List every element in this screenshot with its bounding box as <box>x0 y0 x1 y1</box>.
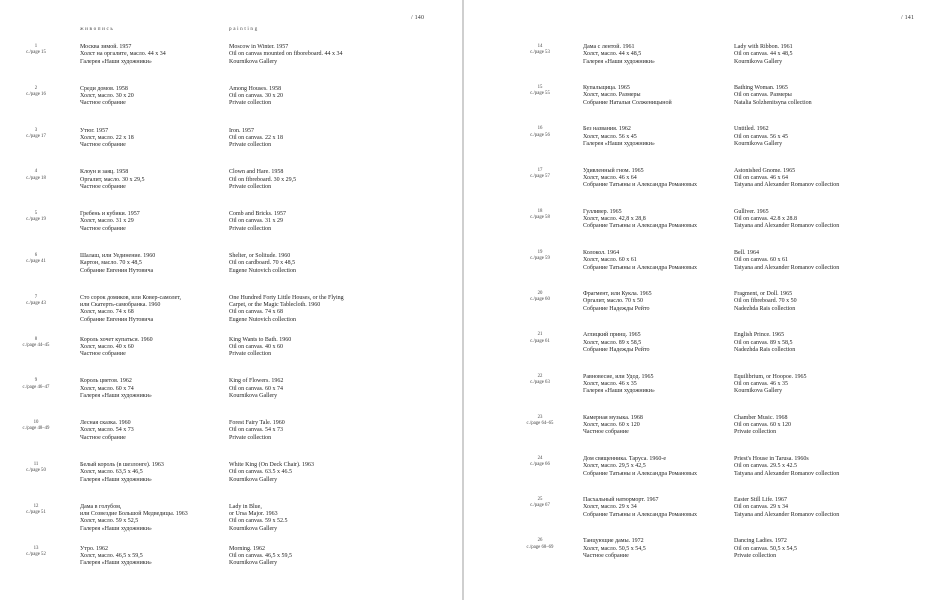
entry-text-english: Morning. 1962 Oil on canvas. 46,5 x 59,5 Kournikova Gallery <box>229 545 292 567</box>
entry-text-english: Easter Still Life. 1967 Oil on canvas. 29 x 34 Tatyana and Alexander Romanov collection <box>734 497 840 518</box>
entry-text-russian: Король цветов. 1962 Холст, масло. 60 х 74 Галерея «Наши художники» <box>80 378 152 399</box>
page-reference: с./page 53 <box>530 50 550 56</box>
entry-text-russian: Без названия. 1962 Холст, масло. 56 х 45 Галерея «Наши художники» <box>583 126 655 147</box>
entry-number: 17 <box>537 167 543 173</box>
entry-number-block <box>522 291 558 303</box>
catalogue-entry <box>0 295 462 331</box>
entry-text-russian: Фрагмент, или Кукла. 1965 Оргалит, масло. 70 х 50 Собрание Надежды Peйто <box>583 291 652 312</box>
entry-number: 2 <box>34 85 38 91</box>
entry-number-block <box>522 209 558 221</box>
catalogue-entry <box>464 291 926 327</box>
page-reference: с./page 15 <box>26 50 46 56</box>
entry-number-block <box>18 462 54 474</box>
catalogue-entry <box>0 253 462 289</box>
page-reference: с./page 59 <box>530 256 550 262</box>
entry-number-block <box>522 538 558 550</box>
page-reference: с./page 61 <box>530 338 550 344</box>
entry-number-block <box>522 44 558 56</box>
entry-number-block <box>18 420 54 432</box>
right-page <box>464 0 926 600</box>
page-reference: с./page 16 <box>26 92 46 97</box>
catalogue-entry <box>0 504 462 540</box>
page-reference: с./page 66 <box>530 462 550 468</box>
page-reference: с./page 56 <box>530 132 550 138</box>
page-reference: с./page 18 <box>26 175 46 181</box>
entry-number: 20 <box>537 291 543 297</box>
entry-number-block <box>18 128 54 140</box>
page-reference: с./page 57 <box>530 173 550 179</box>
catalogue-list-left <box>0 0 462 600</box>
entry-number-block <box>522 415 558 427</box>
entry-number-block <box>18 44 54 56</box>
entry-text-russian: Гулливер. 1965 Холст, масло. 42,8 х 28,8 Собрание Татьяны и Александра Романовых <box>583 208 698 230</box>
entry-text-english: Iron. 1957 Oil on canvas. 22 x 18 Private collection <box>229 127 283 149</box>
column-heading-en: painting <box>229 26 259 32</box>
entry-number: 23 <box>537 414 543 420</box>
entry-number: 13 <box>33 545 39 551</box>
entry-number: 8 <box>34 336 38 342</box>
entry-text-russian: Дама в голубом, или Созвездие Большой Медведицы. 1963 Холст, масло. 59 х 52,5 Галерея «Наши художники» <box>80 503 188 532</box>
page-reference: с./page 19 <box>26 217 46 223</box>
page-reference: с./page 68–69 <box>526 544 554 550</box>
entry-number-block <box>18 378 54 390</box>
entry-text-russian: Купальщица. 1965 Холст, масло. Размеры Собрание Натальи Солженицыной <box>583 85 672 106</box>
catalogue-entry <box>0 337 462 373</box>
entry-number: 24 <box>537 456 543 461</box>
entry-text-russian: Лесная сказка. 1960 Холст, масло. 54 х 73 Частное собрание <box>80 420 134 441</box>
entry-number: 12 <box>33 503 39 509</box>
catalogue-entry <box>464 456 926 492</box>
entry-text-russian: Удивленный гном. 1965 Холст, масло. 46 х 64 Собрание Татьяны и Александра Романовых <box>583 167 698 189</box>
entry-text-english: Priest's House in Tarusa. 1960s Oil on canvas. 29.5 x 42.5 Tatyana and Alexander Romanov collection <box>734 456 840 477</box>
entry-number: 3 <box>34 127 38 133</box>
entry-number-block <box>18 253 54 265</box>
entry-text-english: Lady with Ribbon. 1961 Oil on canvas. 44 x 48,5 Kournikova Gallery <box>734 44 793 65</box>
catalogue-entry <box>464 497 926 533</box>
entry-text-russian: Дама с лентой. 1961 Холст, масло. 44 х 48,5 Галерея «Наши художники» <box>583 44 655 65</box>
entry-text-english: Lady in Blue, or Ursa Major. 1963 Oil on canvas. 59 x 52.5 Kournikova Gallery <box>229 503 288 532</box>
entry-text-russian: Король хочет купаться. 1960 Холст, масло. 40 х 60 Частное собрание <box>80 336 153 358</box>
page-reference: с./page 63 <box>530 379 550 385</box>
entry-text-english: King Wants to Bath. 1960 Oil on canvas. 40 x 60 Private collection <box>229 336 292 358</box>
entry-number: 18 <box>537 208 543 214</box>
entry-number: 9 <box>34 378 38 384</box>
catalogue-entry <box>464 332 926 368</box>
entry-number: 25 <box>537 497 543 503</box>
catalogue-entry <box>464 85 926 121</box>
page-reference: с./page 51 <box>26 510 46 515</box>
entry-number-block <box>18 546 54 558</box>
page-reference: с./page 41 <box>26 259 46 265</box>
entry-number: 22 <box>537 373 543 379</box>
entry-text-english: Equilibrium, or Hoopoe. 1965 Oil on canvas. 46 x 35 Kournikova Gallery <box>734 373 807 395</box>
entry-text-russian: Белый король (в шезлонге). 1963 Холст, масло. 63,5 х 46,5 Галерея «Наши художники» <box>80 462 164 483</box>
catalogue-entry <box>464 126 926 162</box>
page-reference: с./page 55 <box>530 91 550 97</box>
entry-text-english: Shelter, or Solitude. 1960 Oil on cardboard. 70 x 48,5 Eugene Nutovich collection <box>229 253 296 274</box>
catalogue-entry <box>464 168 926 204</box>
entry-number: 5 <box>34 211 38 217</box>
entry-number-block <box>522 456 558 468</box>
entry-number-block <box>522 126 558 138</box>
page-reference: с./page 46–47 <box>22 384 50 390</box>
entry-text-russian: Танцующие дамы. 1972 Холст, масло. 50,5 х 54,5 Частное собрание <box>583 538 646 559</box>
entry-text-russian: Камерная музыка. 1968 Холст, масло. 60 х 120 Частное собрание <box>583 414 643 436</box>
page-number-left: / 140 <box>411 15 425 21</box>
entry-text-russian: Пасхальный натюрморт. 1967 Холст, масло. 29 х 34 Собрание Татьяны и Александра Романовых <box>583 497 698 518</box>
entry-text-english: Chamber Music. 1968 Oil on canvas. 60 x 120 Private collection <box>734 414 791 436</box>
catalogue-entry <box>464 415 926 451</box>
entry-number: 4 <box>34 169 38 175</box>
entry-number: 26 <box>537 538 543 544</box>
entry-text-english: King of Flowers. 1962 Oil on canvas. 60 x 74 Kournikova Gallery <box>229 378 284 399</box>
entry-text-russian: Шалаш, или Уединение. 1960 Картон, масло. 70 х 48,5 Собрание Евгения Нутовича <box>80 253 156 274</box>
entry-number-block <box>18 504 54 516</box>
entry-text-english: English Prince. 1965 Oil on canvas. 89 x 58,5 Nadezhda Rais collection <box>734 332 796 353</box>
page-reference: с./page 17 <box>26 133 46 139</box>
catalogue-entry <box>0 86 462 122</box>
entry-number-block <box>522 168 558 180</box>
catalogue-entry <box>0 546 462 582</box>
entry-number-block <box>18 211 54 223</box>
entry-text-russian: Гребень и кубики. 1957 Холст, масло. 31 х 29 Частное собрание <box>80 211 140 232</box>
entry-text-russian: Москва зимой. 1957 Холст на оргалите, масло. 44 х 34 Галерея «Наши художники» <box>80 44 166 65</box>
entry-number-block <box>522 374 558 386</box>
entry-number-block <box>522 332 558 344</box>
entry-number: 14 <box>537 44 543 49</box>
catalogue-entry <box>464 44 926 80</box>
page-reference: с./page 60 <box>530 297 550 303</box>
page-number-right: / 141 <box>901 15 915 21</box>
entry-text-english: Moscow in Winter. 1957 Oil on canvas mounted on fiboreboard. 44 x 34 Kournikova Gallery <box>229 44 343 65</box>
entry-text-english: Astonished Gnome. 1965 Oil on canvas. 46 x 64 Tatyana and Alexander Romanov collection <box>734 167 840 189</box>
entry-text-english: Clown and Hare. 1958 Oil on fibreboard. 30 x 29,5 Private collection <box>229 169 297 190</box>
page-reference: с./page 58 <box>530 215 550 220</box>
page-reference: с./page 48–49 <box>22 426 50 432</box>
catalogue-entry <box>0 44 462 80</box>
entry-number-block <box>18 86 54 98</box>
page-reference: с./page 64–65 <box>526 421 554 426</box>
entry-number-block <box>522 85 558 97</box>
entry-text-english: Fragment, or Doll. 1965 Oil on fibreboard. 70 x 50 Nadezhda Rais collection <box>734 291 797 312</box>
entry-text-english: Bell. 1964 Oil on canvas. 60 x 61 Tatyana and Alexander Romanov collection <box>734 250 840 271</box>
left-page <box>0 0 462 600</box>
entry-text-russian: Утро. 1962 Холст, масло. 46,5 х 59,5 Галерея «Наши художники» <box>80 545 152 567</box>
entry-number-block <box>522 497 558 509</box>
entry-text-russian: Колокол. 1964 Холст, масло. 60 х 61 Собрание Татьяны и Александра Романовых <box>583 250 698 271</box>
entry-text-russian: Среди домов. 1958 Холст, масло. 30 х 20 Частное собрание <box>80 85 134 107</box>
catalogue-entry <box>0 420 462 456</box>
page-reference: с./page 67 <box>530 503 550 509</box>
entry-text-english: One Hundred Forty Little Houses, or the Flying Carpet, or the Magic Tablecloth. 1960 Oil on canvas. 74 x 68 Eugene Nutovich collection <box>229 294 344 323</box>
entry-number-block <box>18 295 54 307</box>
entry-text-russian: Дом священника. Таруса. 1960-е Холст, масло. 29,5 х 42,5 Собрание Татьяны и Александра Романовых <box>583 456 698 477</box>
entry-text-english: White King (On Deck Chair). 1963 Oil on canvas. 63.5 x 46.5 Kournikova Gallery <box>229 462 314 483</box>
entry-text-english: Among Houses. 1958 Oil on canvas. 30 x 20 Private collection <box>229 85 283 107</box>
catalogue-entry <box>464 374 926 410</box>
entry-text-russian: Сто сорок домиков, или Ковер-самолет, или Скатерть-самобранка. 1960 Холст, масло. 74 х 68 Собрание Евгения Нутовича <box>80 294 181 323</box>
entry-text-russian: Аглицкий принц. 1965 Холст, масло. 89 х 58,5 Собрание Надежды Peйто <box>583 332 650 353</box>
entry-number: 7 <box>34 294 38 300</box>
catalogue-entry <box>0 169 462 205</box>
catalogue-entry <box>464 538 926 574</box>
column-heading-ru: живопись <box>80 26 115 32</box>
catalogue-entry <box>0 462 462 498</box>
entry-number: 19 <box>537 250 543 255</box>
page-reference: с./page 50 <box>26 468 46 474</box>
entry-text-russian: Равновесие, или Удод. 1965 Холст, масло. 46 х 35 Галерея «Наши художники» <box>583 373 655 395</box>
catalogue-entry <box>0 128 462 164</box>
catalogue-list-right <box>464 0 926 600</box>
entry-number: 21 <box>537 332 543 338</box>
entry-text-english: Forest Fairy Tale. 1960 Oil on canvas. 54 x 73 Private collection <box>229 420 285 441</box>
catalogue-entry <box>0 378 462 414</box>
entry-number-block <box>18 337 54 349</box>
page-reference: с./page 44–45 <box>22 342 50 348</box>
entry-text-english: Untitled. 1962 Oil on canvas. 56 x 45 Kournikova Gallery <box>734 126 788 147</box>
catalogue-entry <box>464 250 926 286</box>
entry-text-english: Bathing Woman. 1965 Oil on canvas. Размеры Natalia Solzhenitsyna collection <box>734 85 812 106</box>
entry-number: 11 <box>33 462 39 467</box>
entry-text-russian: Клоун и заяц. 1958 Оргалит, масло. 30 х 29,5 Частное собрание <box>80 169 145 190</box>
entry-number: 15 <box>537 85 543 91</box>
page-reference: с./page 52 <box>26 551 46 557</box>
page-reference: с./page 43 <box>26 301 46 306</box>
entry-text-english: Dancing Ladies. 1972 Oil on canvas. 50,5 x 54,5 Private collection <box>734 538 797 559</box>
entry-number-block <box>18 169 54 181</box>
entry-text-english: Comb and Bricks. 1957 Oil on canvas. 31 x 29 Private collection <box>229 211 286 232</box>
entry-number-block <box>522 250 558 262</box>
entry-number: 1 <box>34 44 38 49</box>
catalogue-entry <box>0 211 462 247</box>
catalogue-entry <box>464 209 926 245</box>
entry-text-english: Gulliver. 1965 Oil on canvas. 42.8 x 28.8 Tatyana and Alexander Romanov collection <box>734 208 840 230</box>
entry-number: 16 <box>537 126 543 132</box>
entry-text-russian: Утюг. 1957 Холст, масло. 22 х 18 Частное собрание <box>80 127 134 149</box>
entry-number: 6 <box>34 253 38 258</box>
entry-number: 10 <box>33 420 39 426</box>
